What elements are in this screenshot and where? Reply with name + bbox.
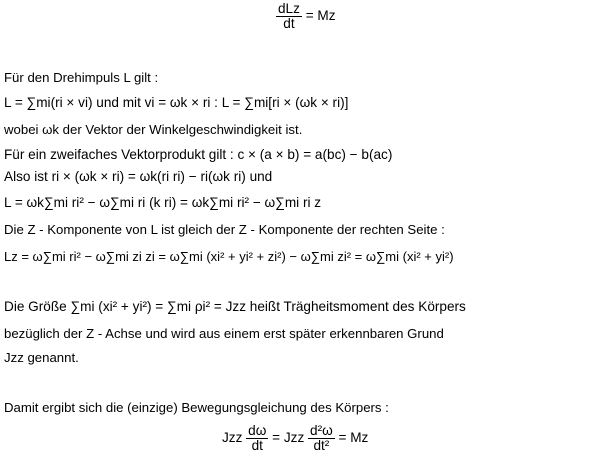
fraction-denominator: dt [283,16,295,31]
math-line-5: Also ist ri × (ωk × ri) = ωk(ri ri) − ri(ωk ri) und [4,169,273,184]
fraction-dlz-dt [276,2,302,31]
math-line-2: L = ∑mi(ri × vi) und mit vi = ωk × ri : L = ∑mi[ri × (ωk × ri)] [4,95,349,110]
equation-bottom [222,424,368,453]
fraction-numerator: dLz [278,1,300,16]
math-line-9: Die Größe ∑mi (xi² + yi²) = ∑mi ρi² = Jzz heißt Trägheitsmoment des Körpers [4,299,466,314]
equation-top [276,2,336,31]
equation-bottom-rhs: = Mz [338,430,369,446]
equation-top-rhs: = Mz [305,8,336,24]
fraction-denominator: dt² [313,438,330,453]
text-line-1: Für den Drehimpuls L gilt : [4,70,159,85]
equation-bottom-mid: = Jzz [272,430,305,446]
text-line-12: Damit ergibt sich die (einzige) Bewegungsgleichung des Körpers : [4,400,389,415]
fraction-numerator: dω [248,423,267,438]
math-line-6: L = ωk∑mi ri² − ω∑mi ri (k ri) = ωk∑mi ri² − ω∑mi ri z [4,195,322,210]
text-line-11: Jzz genannt. [4,350,79,365]
fraction-domega-dt [246,424,268,453]
text-line-7: Die Z - Komponente von L ist gleich der Z - Komponente der rechten Seite : [4,222,445,237]
math-line-8: Lz = ω∑mi ri² − ω∑mi zi zi = ω∑mi (xi² + yi² + zi²) − ω∑mi zi² = ω∑mi (xi² + yi²) [4,249,454,264]
equation-bottom-lhs: Jzz [222,430,243,446]
text-line-10: bezüglich der Z - Achse und wird aus einem erst später erkennbaren Grund [4,326,444,341]
fraction-numerator: d²ω [310,423,333,438]
fraction-d2omega-dt2 [308,424,335,453]
fraction-denominator: dt [251,438,263,453]
math-line-4: Für ein zweifaches Vektorprodukt gilt : c × (a × b) = a(bc) − b(ac) [4,147,393,162]
text-line-3: wobei ωk der Vektor der Winkelgeschwindigkeit ist. [4,122,303,137]
